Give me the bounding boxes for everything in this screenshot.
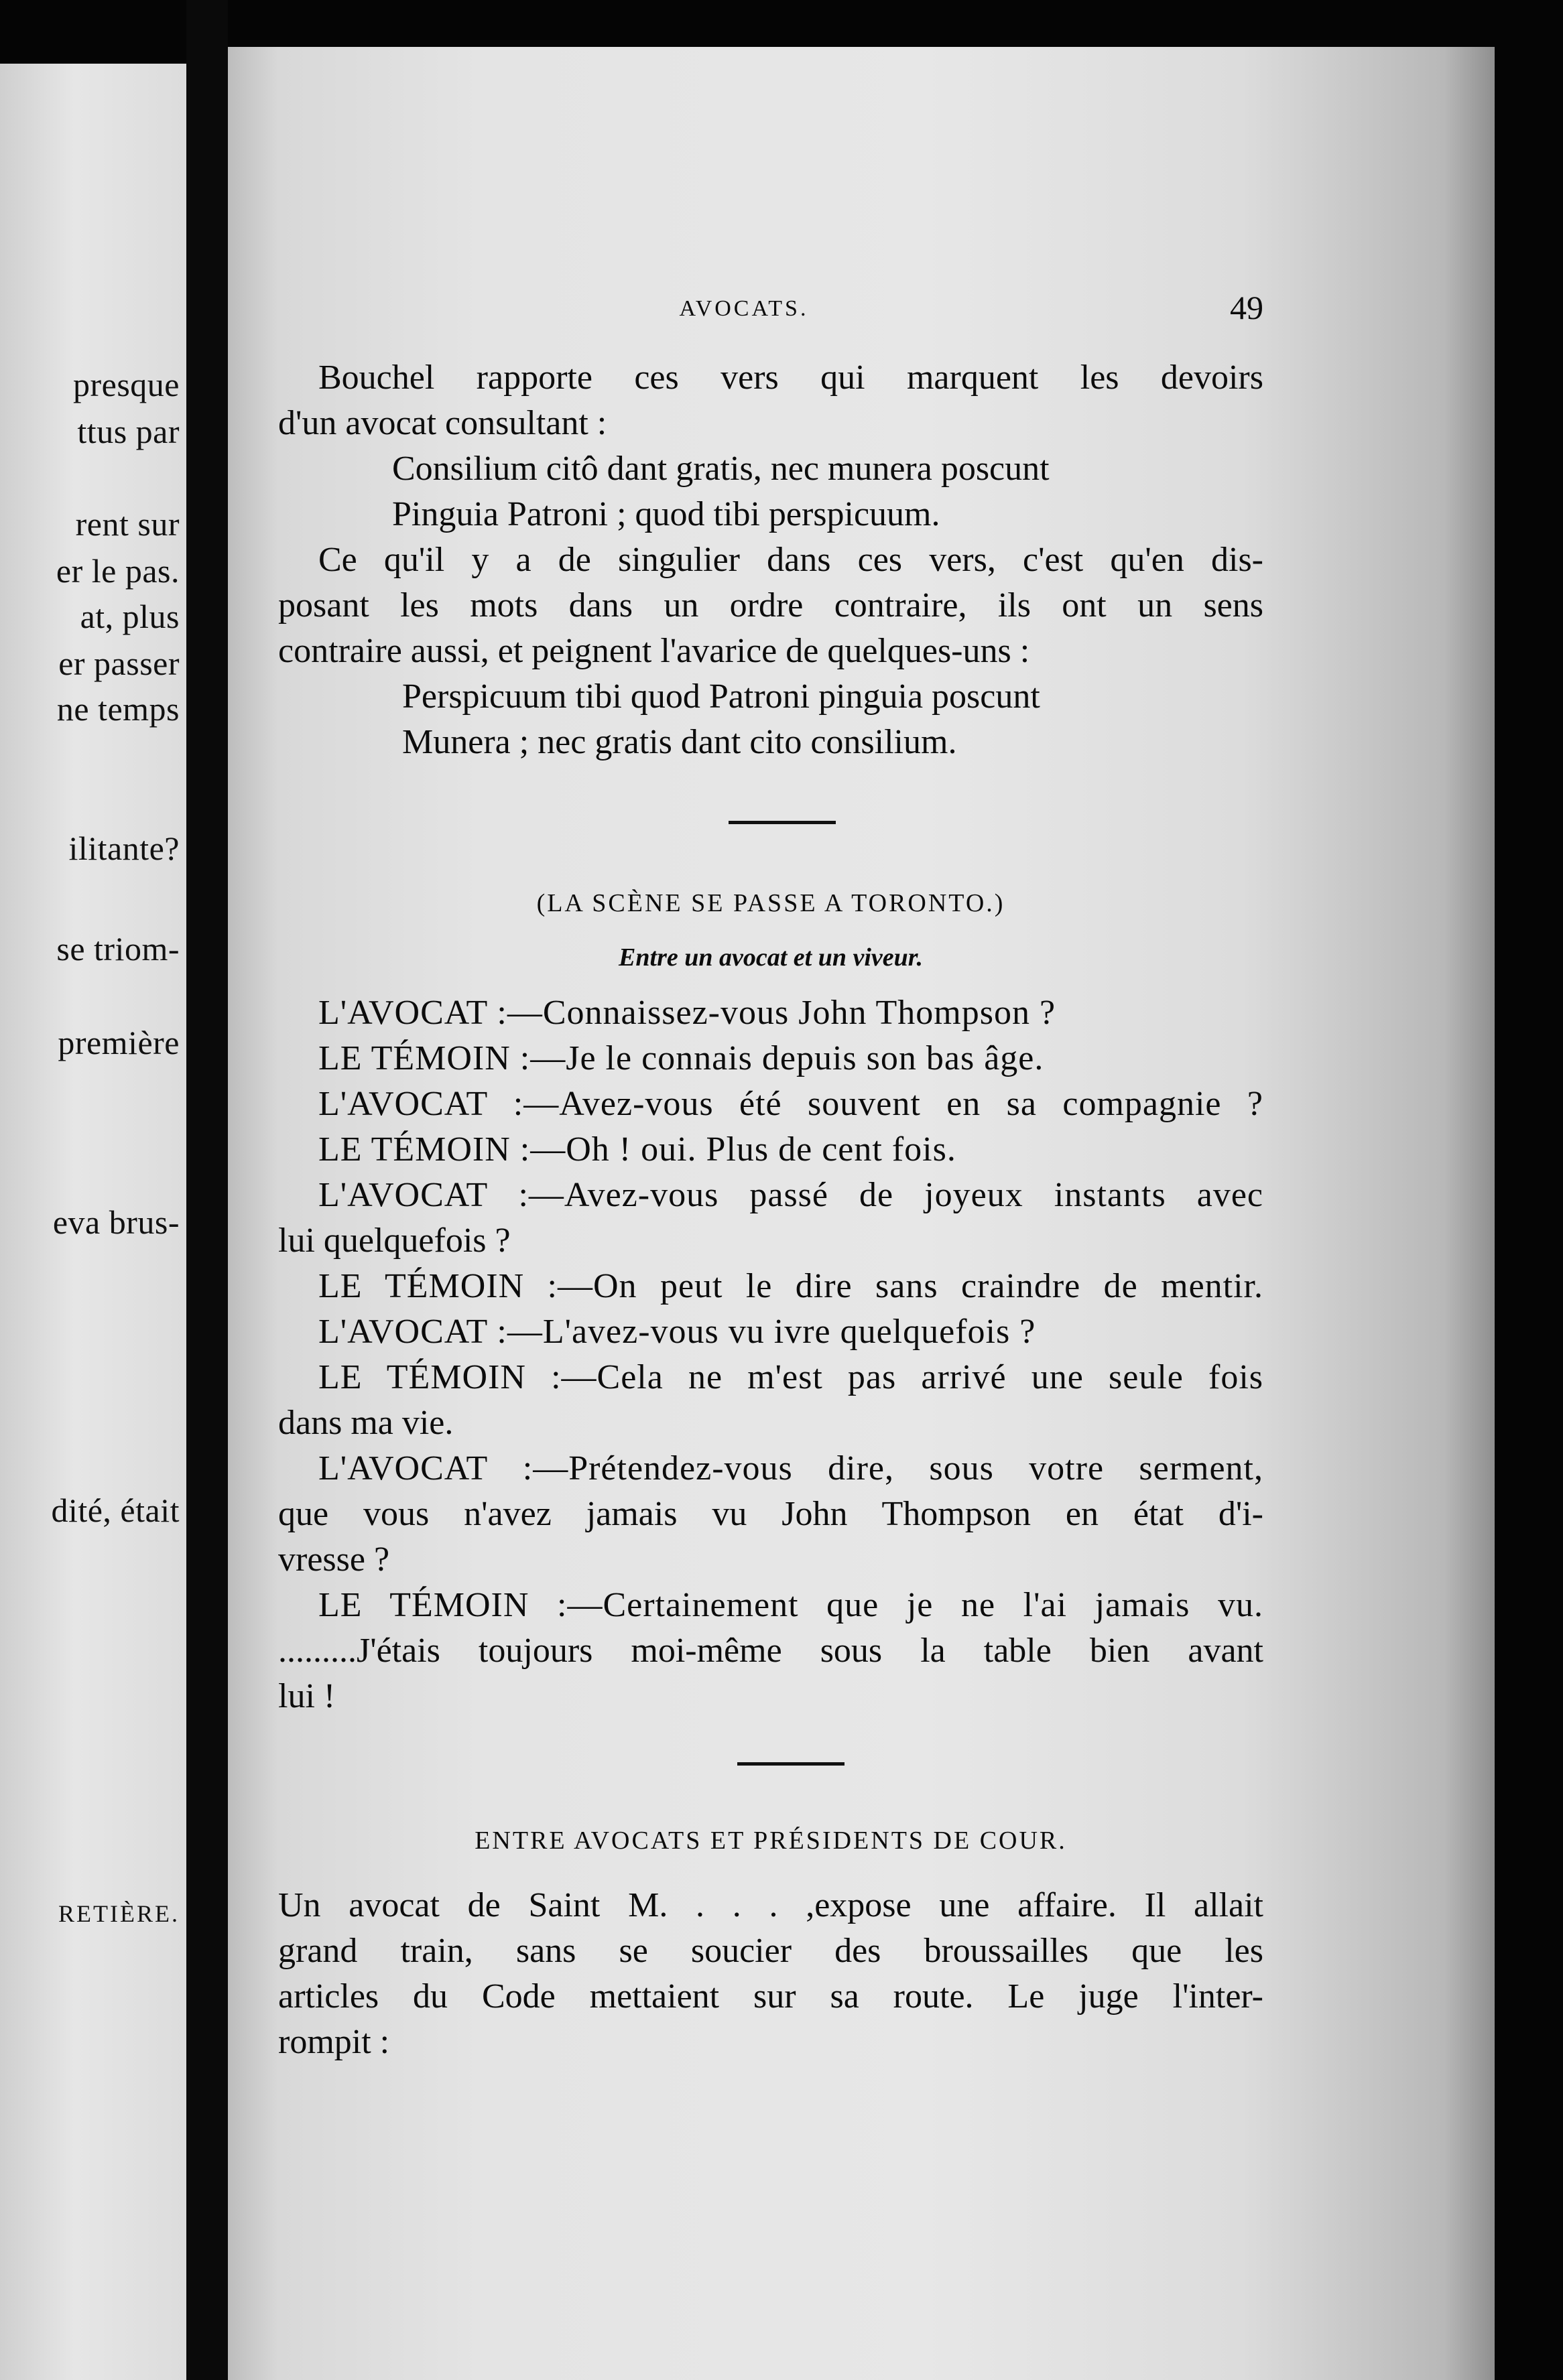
- verse-line: Consilium citô dant gratis, nec munera poscunt: [392, 450, 1050, 488]
- section-divider: [737, 1762, 845, 1766]
- dialogue-line: L'AVOCAT :—L'avez-vous vu ivre quelquefois ?: [318, 1313, 1036, 1351]
- book-gutter: [186, 0, 228, 2380]
- verse-line: Munera ; nec gratis dant cito consilium.: [402, 723, 957, 761]
- page-number: 49: [1230, 289, 1263, 326]
- verse-line: Pinguia Patroni ; quod tibi perspicuum.: [392, 495, 940, 533]
- dialogue-line: que vous n'avez jamais vu John Thompson en état d'i-: [278, 1495, 1263, 1533]
- section-subheading: Entre un avocat et un viveur.: [619, 943, 923, 972]
- left-page-line: première: [58, 1024, 180, 1061]
- paragraph-line: Ce qu'il y a de singulier dans ces vers, c'est qu'en dis-: [318, 541, 1263, 579]
- paragraph-line: d'un avocat consultant :: [278, 404, 607, 442]
- dialogue-line: L'AVOCAT :—Connaissez-vous John Thompson ?: [318, 994, 1056, 1032]
- paragraph-line: Un avocat de Saint M. . . . ,expose une affaire. Il allait: [278, 1886, 1263, 1924]
- dialogue-line: LE TÉMOIN :—Cela ne m'est pas arrivé une seule fois: [318, 1358, 1263, 1396]
- paragraph-line: contraire aussi, et peignent l'avarice de quelques-uns :: [278, 632, 1030, 670]
- left-page-line: dité, était: [51, 1492, 180, 1529]
- page-49: [228, 47, 1495, 2380]
- dialogue-line: vresse ?: [278, 1540, 390, 1579]
- paragraph-line: grand train, sans se soucier des broussailles que les: [278, 1932, 1263, 1970]
- dialogue-line: LE TÉMOIN :—Certainement que je ne l'ai jamais vu.: [318, 1586, 1263, 1624]
- paragraph-line: rompit :: [278, 2023, 390, 2061]
- dialogue-line: LE TÉMOIN :—Oh ! oui. Plus de cent fois.: [318, 1130, 956, 1169]
- left-page-line: se triom-: [56, 930, 180, 968]
- left-page-line: presque: [73, 366, 180, 403]
- section-heading: ENTRE AVOCATS ET PRÉSIDENTS DE COUR.: [475, 1827, 1067, 1855]
- left-page-line: ilitante?: [68, 830, 180, 867]
- left-page-line: RETIÈRE.: [58, 1900, 180, 1927]
- paragraph-line: posant les mots dans un ordre contraire, ils ont un sens: [278, 586, 1263, 624]
- left-page-line: rent sur: [75, 505, 180, 543]
- paragraph-line: Bouchel rapporte ces vers qui marquent les devoirs: [318, 358, 1263, 397]
- left-page-line: ttus par: [77, 413, 180, 450]
- running-head: AVOCATS.: [679, 296, 809, 321]
- left-page-line: ne temps: [56, 690, 180, 728]
- section-heading: (LA SCÈNE SE PASSE A TORONTO.): [536, 889, 1005, 917]
- left-page-line: at, plus: [80, 598, 180, 635]
- section-divider: [729, 821, 836, 824]
- dialogue-line: lui !: [278, 1677, 336, 1715]
- dialogue-line: dans ma vie.: [278, 1404, 454, 1442]
- dialogue-line: .........J'étais toujours moi-même sous la table bien avant: [278, 1632, 1263, 1670]
- left-facing-page: [0, 64, 186, 2380]
- paragraph-line: articles du Code mettaient sur sa route. Le juge l'inter-: [278, 1977, 1263, 2015]
- dialogue-line: lui quelquefois ?: [278, 1221, 511, 1260]
- left-page-line: er passer: [58, 645, 180, 682]
- left-page-line: eva brus-: [52, 1203, 180, 1241]
- dialogue-line: LE TÉMOIN :—On peut le dire sans craindre de mentir.: [318, 1267, 1263, 1305]
- dialogue-line: L'AVOCAT :—Avez-vous été souvent en sa compagnie ?: [318, 1085, 1263, 1123]
- dialogue-line: L'AVOCAT :—Avez-vous passé de joyeux instants avec: [318, 1176, 1263, 1214]
- verse-line: Perspicuum tibi quod Patroni pinguia poscunt: [402, 677, 1040, 716]
- dialogue-line: LE TÉMOIN :—Je le connais depuis son bas âge.: [318, 1039, 1044, 1077]
- dialogue-line: L'AVOCAT :—Prétendez-vous dire, sous votre serment,: [318, 1449, 1263, 1488]
- left-page-line: er le pas.: [56, 552, 180, 590]
- page-header: [278, 288, 1263, 328]
